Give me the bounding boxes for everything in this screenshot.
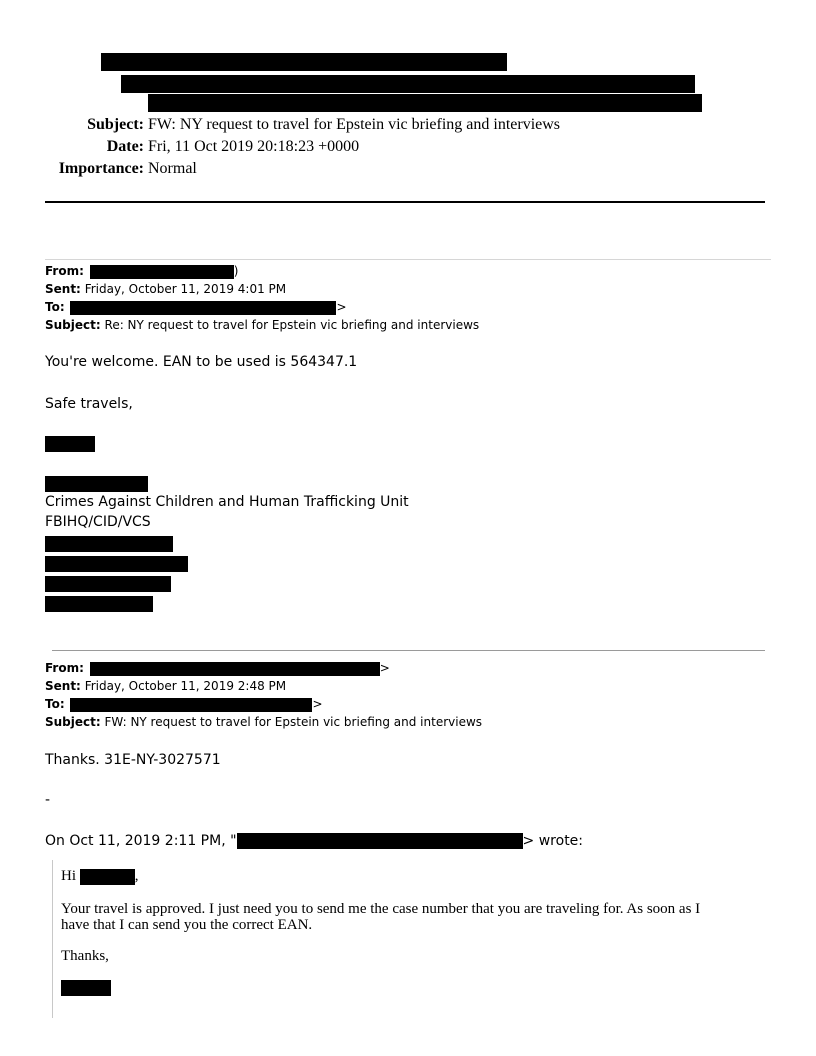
quoted-body-line1: Your travel is approved. I just need you to send me the case number that you are traveling for. As soon as I xyxy=(61,901,701,917)
redaction-block xyxy=(45,576,171,592)
msg1-from-label: From: xyxy=(45,264,84,278)
redaction-block xyxy=(90,662,380,676)
msg2-subject-row xyxy=(45,713,482,731)
msg2-sent-label: Sent: xyxy=(45,679,81,693)
msg2-from-row xyxy=(45,659,390,677)
msg1-subject-row xyxy=(45,316,479,334)
redaction-block xyxy=(80,869,135,885)
msg1-sent-row xyxy=(45,280,286,298)
msg2-to-row xyxy=(45,695,323,713)
msg1-sent-value: Friday, October 11, 2019 4:01 PM xyxy=(84,282,287,296)
header-subject-value: FW: NY request to travel for Epstein vic briefing and interviews xyxy=(148,116,561,133)
msg1-subject-value: Re: NY request to travel for Epstein vic briefing and interviews xyxy=(104,318,480,332)
msg1-from-suffix: ) xyxy=(233,264,239,278)
signature-unit: Crimes Against Children and Human Trafficking Unit xyxy=(45,494,409,510)
msg2-subject-value: FW: NY request to travel for Epstein vic briefing and interviews xyxy=(104,715,483,729)
msg1-subject-label: Subject: xyxy=(45,318,101,332)
redaction-block xyxy=(61,980,111,996)
quote-intro xyxy=(45,833,583,849)
quote-bar xyxy=(52,860,53,1018)
msg2-body-dash: - xyxy=(45,792,51,808)
quote-intro-suffix: > wrote: xyxy=(522,833,584,849)
msg1-to-row xyxy=(45,298,347,316)
redaction-block xyxy=(45,556,188,572)
header-date-label: Date: xyxy=(106,138,144,155)
msg1-body-line1: You're welcome. EAN to be used is 564347.1 xyxy=(45,354,358,370)
header-date-value: Fri, 11 Oct 2019 20:18:23 +0000 xyxy=(148,138,360,155)
redaction-block xyxy=(45,436,95,452)
signature-division: FBIHQ/CID/VCS xyxy=(45,514,151,530)
message-divider xyxy=(45,259,771,260)
redaction-block xyxy=(148,94,702,112)
message-divider xyxy=(52,650,765,651)
msg1-sent-label: Sent: xyxy=(45,282,81,296)
quoted-greeting-suffix: , xyxy=(134,868,139,884)
header-importance-value: Normal xyxy=(148,160,197,177)
redaction-block xyxy=(121,75,695,93)
msg2-from-label: From: xyxy=(45,661,84,675)
msg1-from-row xyxy=(45,262,238,280)
quoted-closing: Thanks, xyxy=(61,948,109,964)
msg2-to-suffix: > xyxy=(312,697,323,711)
header-importance-label: Importance: xyxy=(58,160,144,177)
redaction-block xyxy=(70,301,336,315)
msg2-to-label: To: xyxy=(45,697,65,711)
quoted-body-line2: have that I can send you the correct EAN. xyxy=(61,917,313,933)
quoted-greeting-prefix: Hi xyxy=(61,868,76,884)
redaction-block xyxy=(101,53,507,71)
redaction-block xyxy=(45,536,173,552)
redaction-block xyxy=(45,476,148,492)
quote-intro-prefix: On Oct 11, 2019 2:11 PM, " xyxy=(45,833,237,849)
msg2-from-suffix: > xyxy=(379,661,390,675)
quoted-greeting xyxy=(61,868,139,885)
redaction-block xyxy=(237,833,523,849)
redaction-block xyxy=(70,698,312,712)
header-divider xyxy=(45,201,765,203)
msg1-body-line2: Safe travels, xyxy=(45,396,133,412)
header-subject-label: Subject: xyxy=(87,116,144,133)
msg2-body-line1: Thanks. 31E-NY-3027571 xyxy=(45,752,221,768)
msg2-sent-value: Friday, October 11, 2019 2:48 PM xyxy=(84,679,287,693)
msg1-to-label: To: xyxy=(45,300,65,314)
msg1-to-suffix: > xyxy=(336,300,347,314)
msg2-subject-label: Subject: xyxy=(45,715,101,729)
redaction-block xyxy=(45,596,153,612)
redaction-block xyxy=(90,265,234,279)
msg2-sent-row xyxy=(45,677,286,695)
